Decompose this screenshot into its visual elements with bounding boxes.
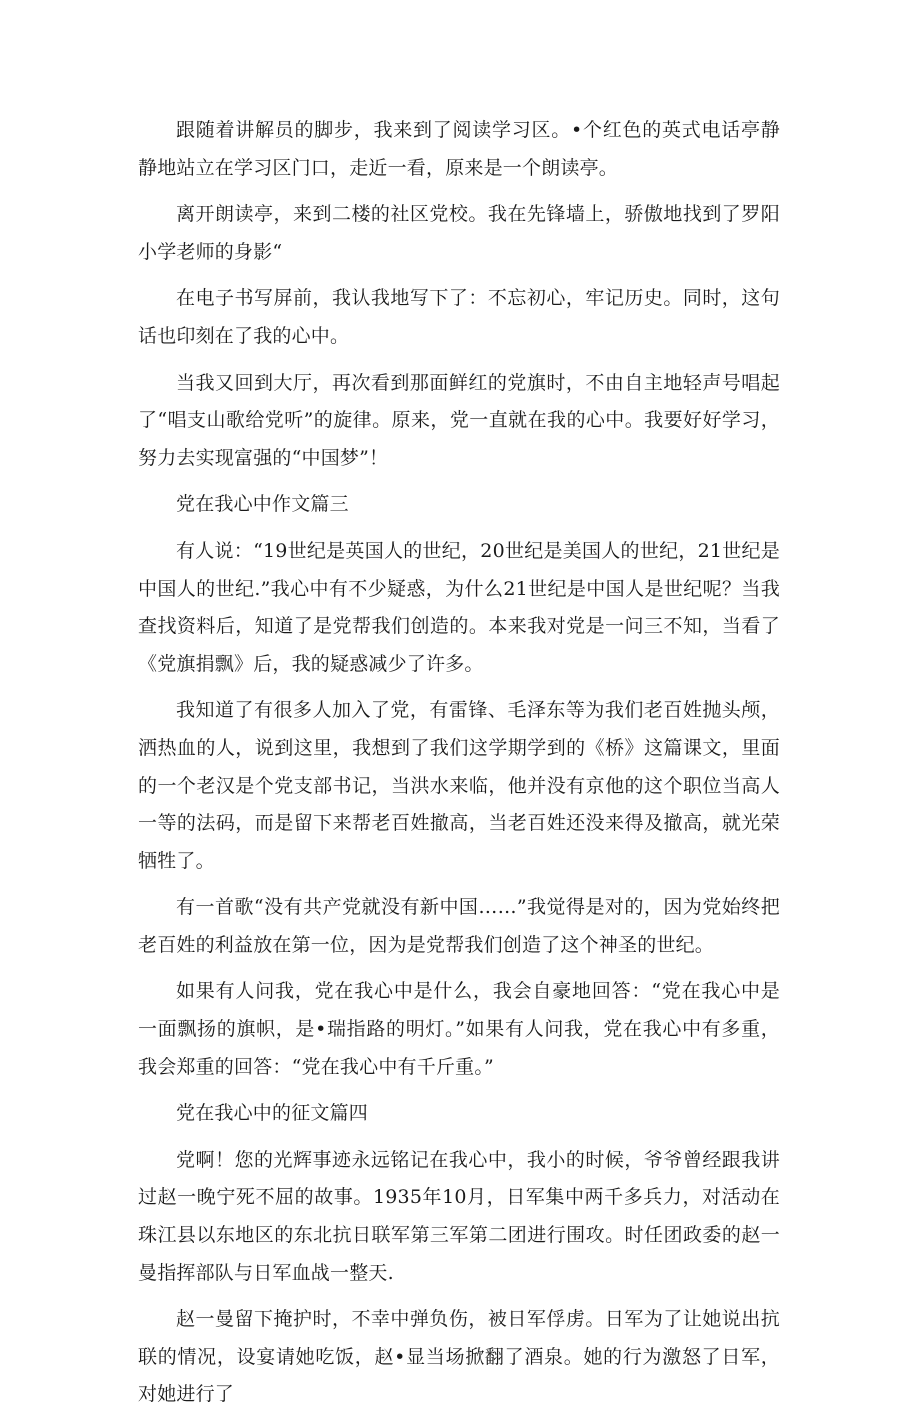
paragraph-party-members: 我知道了有很多人加入了党，有雷锋、毛泽东等为我们老百姓抛头颅，洒热血的人，说到这里，我想到了我们这学期学到的《桥》这篇课文，里面的一个老汉是个党支部书记，当洪水来临，他并没有京他的这个职位当高人一等的法码，而是留下来帮老百姓撤高，当老百姓还没来得及撤高，就光荣牺牲了。: [138, 699, 780, 872]
paragraph-century-quote: 有人说：“19世纪是英国人的世纪，20世纪是美国人的世纪，21世纪是中国人的世纪.”我心中有不少疑惑，为什么21世纪是中国人是世纪呢？当我查找资料后，知道了是党帮我们创造的。本来我对党是一问三不知，当看了《党旗捐飘》后，我的疑惑减少了许多。: [138, 539, 780, 675]
paragraph-flag-and-lamp: 如果有人问我，党在我心中是什么，我会自豪地回答：“党在我心中是一面飘扬的旗帜，是•瑞指路的明灯。”如果有人问我，党在我心中有多重，我会郑重的回答：“党在我心中有千斤重。”: [138, 980, 780, 1078]
paragraph-e-writing-screen: 在电子书写屏前，我认我地写下了：不忘初心，牢记历史。同时，这句话也印刻在了我的心中。: [138, 287, 780, 347]
paragraph-reading-area: 跟随着讲解员的脚步，我来到了阅读学习区。•个红色的英式电话亭静静地站立在学习区门口，走近一看，原来是一个朗读亭。: [138, 119, 780, 179]
paragraph-party-flag: 当我又回到大厅，再次看到那面鲜红的党旗时，不由自主地轻声号唱起了“唱支山歌给党听”的旋律。原来，党一直就在我的心中。我要好好学习，努力去实现富强的“中国梦”！: [138, 371, 780, 469]
paragraph-zhao-yiman-story: 党啊！您的光辉事迹永远铭记在我心中，我小的时候，爷爷曾经跟我讲过赵一晚宁死不屈的故事。1935年10月，日军集中两千多兵力，对活动在珠江县以东地区的东北抗日联军第三军第二团进行围攻。时任团政委的赵一曼指挥部队与日军血战一整天.: [138, 1148, 780, 1284]
paragraph-song: 有一首歌“没有共产党就没有新中国……”我觉得是对的，因为党始终把老百姓的利益放在第一位，因为是党帮我们创造了这个神圣的世纪。: [138, 896, 780, 956]
document-body: [138, 112, 780, 1423]
paragraph-party-school: 离开朗读亭，来到二楼的社区党校。我在先锋墙上，骄傲地找到了罗阳小学老师的身影“: [138, 203, 780, 263]
section-heading-part-four: 党在我心中的征文篇四: [176, 1102, 369, 1125]
section-heading-part-three: 党在我心中作文篇三: [176, 493, 349, 516]
paragraph-zhao-yiman-captured: 赵一曼留下掩护时，不幸中弹负伤，被日军俘虏。日军为了让她说出抗联的情况，设宴请她吃饭，赵•显当场掀翻了酒泉。她的行为激怒了日军，对她进行了: [138, 1308, 780, 1406]
